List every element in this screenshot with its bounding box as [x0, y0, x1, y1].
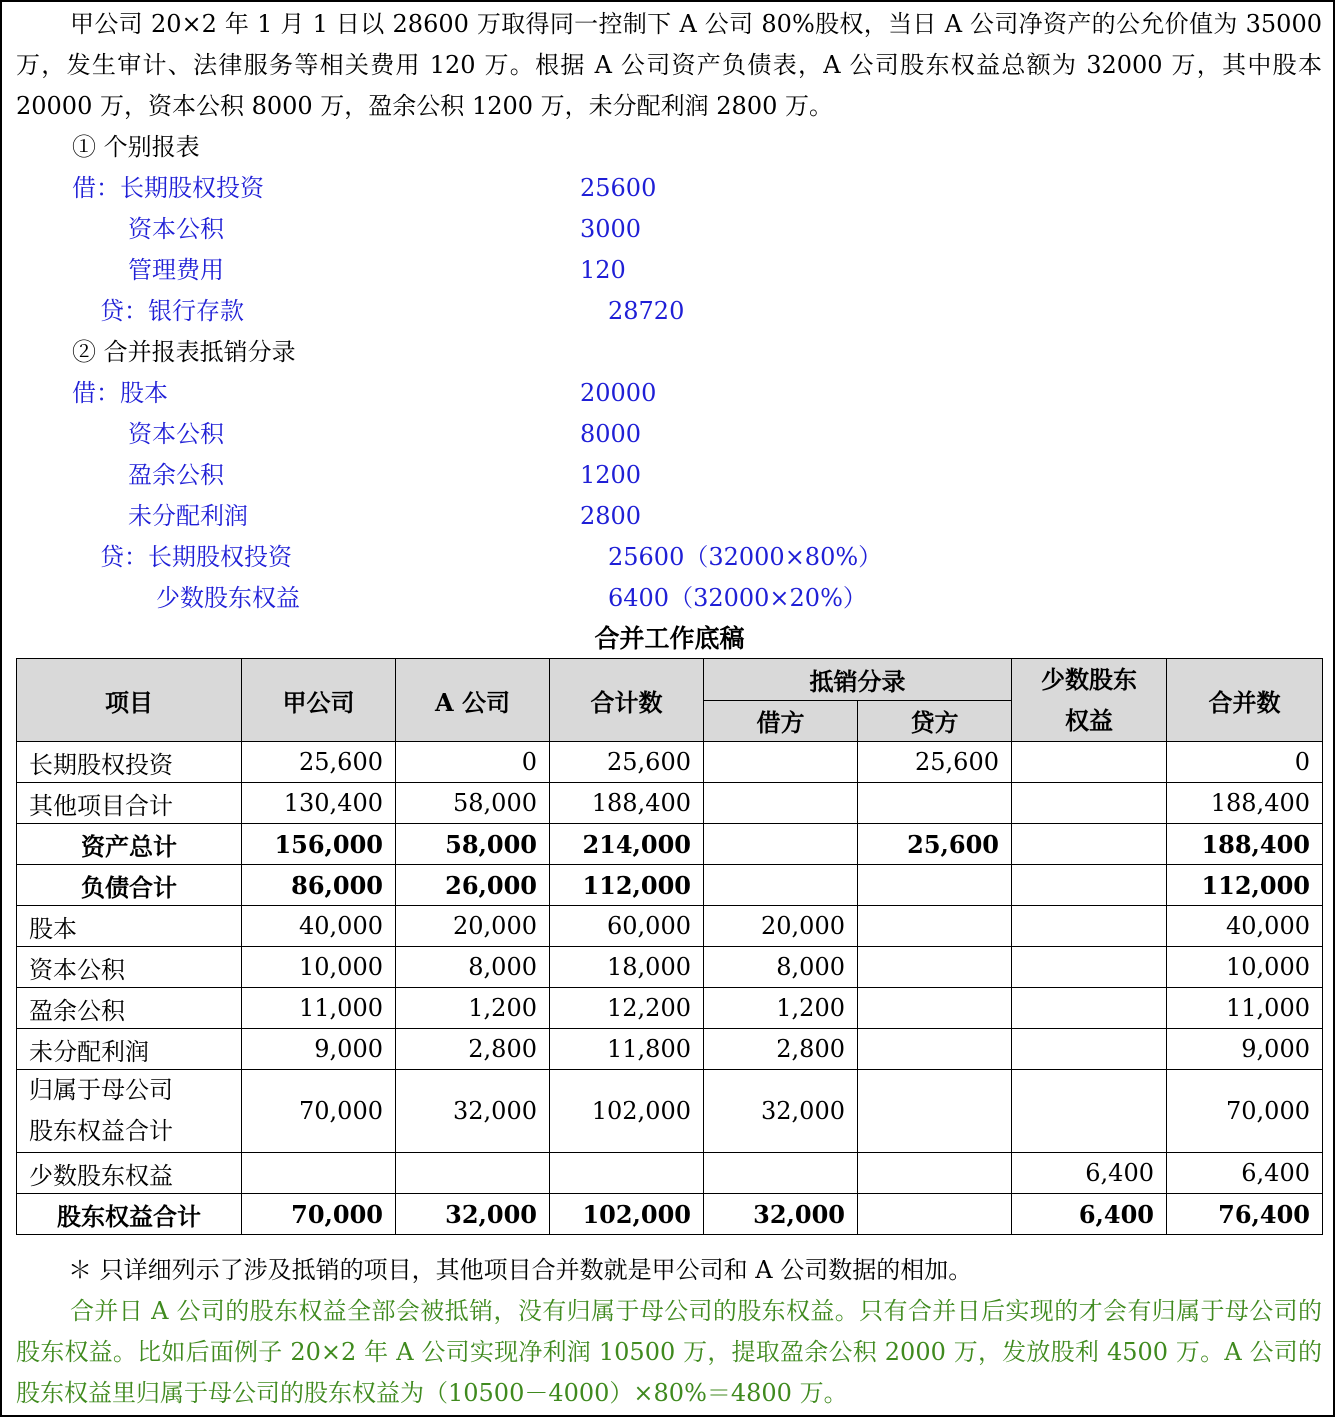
entry2-credit-label: 贷：长期股权投资 [100, 543, 292, 571]
entry1-label: 资本公积 [128, 215, 224, 243]
table-row: 盈余公积 11,000 1,200 12,200 1,200 11,000 [17, 988, 1323, 1029]
table-row-total-liabilities: 负债合计 86,000 26,000 112,000 112,000 [17, 865, 1323, 906]
header-item: 项目 [17, 659, 242, 742]
entry2-amount: 6400（32000×20%） [608, 584, 867, 612]
table-row-parent-equity: 归属于母公司 股东权益合计 70,000 32,000 102,000 32,000 70,000 [17, 1070, 1323, 1153]
entry2-label: 资本公积 [128, 420, 224, 448]
closing-paragraph: 合并日 A 公司的股东权益全部会被抵销，没有归属于母公司的股东权益。只有合并日后实现的才会有归属于母公司的股东权益。比如后面例子 20×2 年 A 公司实现净利润 10500 万，提取盈余公积 2000 万，发放股利 4500 万。A 公司的股东权益里归属于母公司的股东权益为（10500－4000）×80%＝4800 万。 [16, 1297, 1322, 1407]
entry2-label: 未分配利润 [128, 502, 248, 530]
section-elimination-heading: ② 合并报表抵销分录 [72, 338, 296, 366]
header-a: A 公司 [396, 659, 550, 742]
header-jia: 甲公司 [242, 659, 396, 742]
intro-paragraph: 甲公司 20×2 年 1 月 1 日以 28600 万取得同一控制下 A 公司 80%股权，当日 A 公司净资产的公允价值为 35000 万，发生审计、法律服务等相关费用 120 万。根据 A 公司资产负债表，A 公司股东权益总额为 32000 万，其中股本 20000 万，资本公积 8000 万，盈余公积 1200 万，未分配利润 2800 万。 [16, 10, 1322, 120]
entry1-credit-label: 贷：银行存款 [100, 297, 244, 325]
entry1-label: 管理费用 [128, 256, 224, 284]
table-row: 长期股权投资 25,600 0 25,600 25,600 0 [17, 742, 1323, 783]
table-row: 未分配利润 9,000 2,800 11,800 2,800 9,000 [17, 1029, 1323, 1070]
table-row: 其他项目合计 130,400 58,000 188,400 188,400 [17, 783, 1323, 824]
entry2-amount: 25600（32000×80%） [608, 543, 883, 571]
footnote: ＊ 只详细列示了涉及抵销的项目，其他项目合并数就是甲公司和 A 公司数据的相加。 [68, 1256, 973, 1284]
header-credit: 贷方 [858, 700, 1012, 742]
header-consolidated: 合并数 [1167, 659, 1323, 742]
entry1-amount: 120 [580, 256, 626, 284]
header-debit: 借方 [704, 700, 858, 742]
table-row: 股本 40,000 20,000 60,000 20,000 40,000 [17, 906, 1323, 947]
entry2-label: 盈余公积 [128, 461, 224, 489]
table-row: 少数股东权益 6,400 6,400 [17, 1153, 1323, 1194]
entry1-amount: 3000 [580, 215, 642, 243]
header-elimination: 抵销分录 [704, 659, 1012, 701]
table-title: 合并工作底稿 [594, 624, 745, 653]
table-row-total-equity: 股东权益合计 70,000 32,000 102,000 32,000 6,400 76,400 [17, 1194, 1323, 1235]
consolidation-worksheet [16, 658, 1323, 1235]
entry1-debit-label: 借：长期股权投资 [72, 174, 264, 202]
table-row-total-assets: 资产总计 156,000 58,000 214,000 25,600 188,400 [17, 824, 1323, 865]
table-row: 资本公积 10,000 8,000 18,000 8,000 10,000 [17, 947, 1323, 988]
header-sum: 合计数 [550, 659, 704, 742]
entry1-amount: 28720 [608, 297, 685, 325]
entry2-label: 少数股东权益 [156, 584, 300, 612]
entry1-amount: 25600 [580, 174, 657, 202]
entry2-amount: 1200 [580, 461, 642, 489]
header-minority: 少数股东 权益 [1012, 659, 1167, 742]
entry2-amount: 2800 [580, 502, 642, 530]
entry2-amount: 8000 [580, 420, 642, 448]
entry2-amount: 20000 [580, 379, 657, 407]
section-individual-heading: ① 个别报表 [72, 133, 200, 161]
entry2-debit-label: 借：股本 [72, 379, 168, 407]
